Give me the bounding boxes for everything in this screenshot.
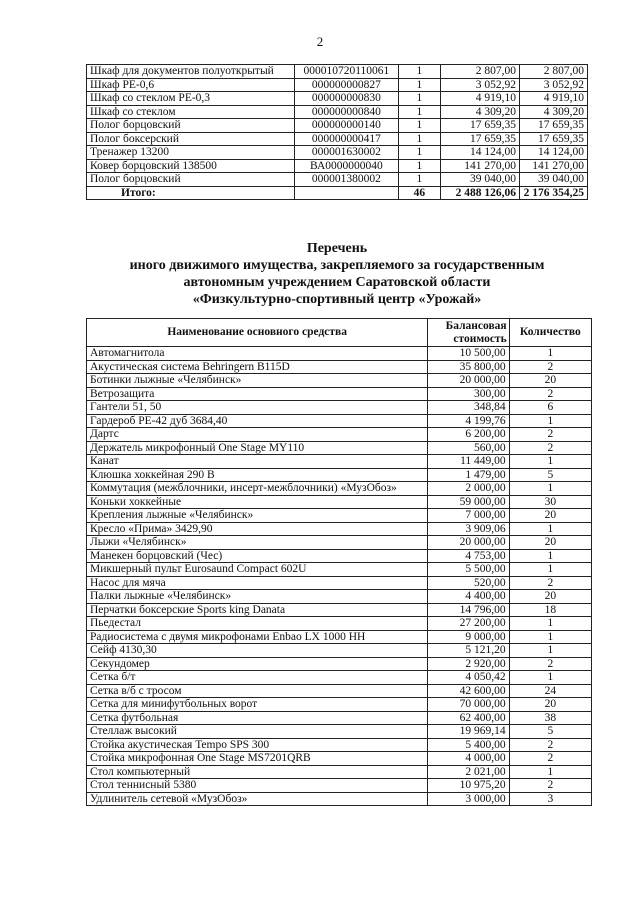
balance-cost: 27 200,00 [428,617,509,631]
asset-name: Полог борцовский [87,119,295,133]
quantity: 2 [509,441,591,455]
balance-cost: 4 000,00 [428,752,509,766]
table-row [87,119,588,133]
residual-value: 4 919,10 [519,92,587,106]
table-row [87,765,592,779]
asset-name: Стеллаж высокий [87,725,428,739]
asset-name: Дартс [87,428,428,442]
total-quantity: 46 [398,186,440,200]
balance-value: 4 309,20 [440,105,519,119]
quantity: 1 [509,630,591,644]
table-row [87,401,592,415]
asset-name: Коммутация (межблочники, инсерт-межблочники) «МузОбоз» [87,482,428,496]
quantity: 2 [509,738,591,752]
table-row [87,590,592,604]
asset-name: Перчатки боксерские Sports king Danata [87,603,428,617]
balance-cost: 6 200,00 [428,428,509,442]
balance-value: 4 919,10 [440,92,519,106]
table-row [87,792,592,806]
inventory-number: ВА0000000040 [294,159,398,173]
quantity: 2 [509,360,591,374]
asset-name: Сетка в/б с тросом [87,684,428,698]
residual-value: 39 040,00 [519,173,587,187]
table-row [87,428,592,442]
balance-cost: 560,00 [428,441,509,455]
inventory-number: 000000000140 [294,119,398,133]
continued-assets-table [86,64,588,200]
total-balance-value: 2 488 126,06 [440,186,519,200]
inventory-number: 000001380002 [294,173,398,187]
table-row [87,414,592,428]
balance-value: 17 659,35 [440,132,519,146]
asset-name: Радиосистема с двумя микрофонами Enbao LX 1000 HH [87,630,428,644]
quantity: 1 [398,65,440,79]
movable-property-table [86,318,592,806]
table-row [87,173,588,187]
asset-name: Стойка акустическая Tempo SPS 300 [87,738,428,752]
balance-cost: 3 000,00 [428,792,509,806]
table-row [87,522,592,536]
quantity: 24 [509,684,591,698]
asset-name: Кресло «Прима» 3429,90 [87,522,428,536]
asset-name: Держатель микрофонный One Stage MY110 [87,441,428,455]
quantity: 6 [509,401,591,415]
table-row [87,387,592,401]
table-row [87,779,592,793]
asset-name: Тренажер 13200 [87,146,295,160]
table-row [87,132,588,146]
table-row [87,374,592,388]
balance-cost: 2 021,00 [428,765,509,779]
table-row [87,671,592,685]
heading-line-2: иного движимого имущества, закрепляемого за государственным [129,258,545,273]
quantity: 1 [509,549,591,563]
quantity: 1 [398,92,440,106]
asset-name: Шкаф для документов полуоткрытый [87,65,295,79]
table-row [87,684,592,698]
residual-value: 17 659,35 [519,119,587,133]
heading-title: Перечень [306,241,368,256]
quantity: 1 [509,644,591,658]
balance-value: 14 124,00 [440,146,519,160]
table-row [87,455,592,469]
quantity: 30 [509,495,591,509]
balance-cost: 300,00 [428,387,509,401]
quantity: 20 [509,374,591,388]
quantity: 1 [398,132,440,146]
table-row [87,105,588,119]
balance-cost: 348,84 [428,401,509,415]
residual-value: 17 659,35 [519,132,587,146]
balance-cost: 4 753,00 [428,549,509,563]
table-row [87,347,592,361]
table-row [87,159,588,173]
balance-cost: 2 000,00 [428,482,509,496]
quantity: 20 [509,509,591,523]
table-row [87,78,588,92]
table-row [87,563,592,577]
asset-name: Шкаф РЕ-0,6 [87,78,295,92]
asset-name: Сетка для минифутбольных ворот [87,698,428,712]
quantity: 2 [509,576,591,590]
balance-cost: 3 909,06 [428,522,509,536]
asset-name: Сейф 4130,30 [87,644,428,658]
balance-cost: 5 400,00 [428,738,509,752]
asset-name: Ковер борцовский 138500 [87,159,295,173]
quantity: 2 [509,387,591,401]
balance-cost: 59 000,00 [428,495,509,509]
table-row [87,630,592,644]
balance-cost: 4 400,00 [428,590,509,604]
residual-value: 4 309,20 [519,105,587,119]
table-row [87,495,592,509]
header-quantity: Количество [509,319,591,347]
inventory-number: 000001630002 [294,146,398,160]
heading-line-4: «Физкультурно-спортивный центр «Урожай» [192,292,482,307]
asset-name: Удлинитель сетевой «МузОбоз» [87,792,428,806]
asset-name: Стол теннисный 5380 [87,779,428,793]
balance-value: 17 659,35 [440,119,519,133]
asset-name: Крепления лыжные «Челябинск» [87,509,428,523]
table-row [87,441,592,455]
inventory-number: 000010720110061 [294,65,398,79]
asset-name: Автомагнитола [87,347,428,361]
asset-name: Полог боксерский [87,132,295,146]
table-row [87,468,592,482]
table-row [87,698,592,712]
asset-name: Шкаф со стеклом [87,105,295,119]
balance-cost: 4 050,42 [428,671,509,685]
balance-cost: 19 969,14 [428,725,509,739]
balance-cost: 20 000,00 [428,536,509,550]
quantity: 38 [509,711,591,725]
table-row [87,482,592,496]
asset-name: Акустическая система Behringern B115D [87,360,428,374]
table-row [87,576,592,590]
balance-cost: 5 121,20 [428,644,509,658]
table-row [87,738,592,752]
balance-cost: 10 975,20 [428,779,509,793]
table-header-row [87,319,592,347]
table-row [87,617,592,631]
asset-name: Палки лыжные «Челябинск» [87,590,428,604]
page-number: 2 [316,34,324,49]
table-row [87,711,592,725]
table-row [87,549,592,563]
table-row [87,360,592,374]
quantity: 5 [509,725,591,739]
quantity: 3 [509,792,591,806]
quantity: 2 [509,779,591,793]
balance-cost: 10 500,00 [428,347,509,361]
quantity: 1 [509,482,591,496]
quantity: 1 [509,455,591,469]
table-row [87,603,592,617]
residual-value: 3 052,92 [519,78,587,92]
table-row [87,509,592,523]
balance-cost: 5 500,00 [428,563,509,577]
balance-value: 3 052,92 [440,78,519,92]
table-row [87,644,592,658]
quantity: 20 [509,536,591,550]
asset-name: Пьедестал [87,617,428,631]
quantity: 18 [509,603,591,617]
table-row [87,752,592,766]
quantity: 1 [509,563,591,577]
quantity: 2 [509,752,591,766]
balance-value: 141 270,00 [440,159,519,173]
quantity: 1 [398,159,440,173]
table-row [87,92,588,106]
balance-cost: 9 000,00 [428,630,509,644]
asset-name: Насос для мяча [87,576,428,590]
asset-name: Лыжи «Челябинск» [87,536,428,550]
asset-name: Сетка футбольная [87,711,428,725]
inventory-number: 000000000840 [294,105,398,119]
balance-cost: 520,00 [428,576,509,590]
quantity: 20 [509,590,591,604]
quantity: 1 [398,173,440,187]
asset-name: Ветрозащита [87,387,428,401]
table-row [87,725,592,739]
asset-name: Шкаф со стеклом РЕ-0,3 [87,92,295,106]
heading-line-3: автономным учреждением Саратовской области [183,275,491,290]
balance-cost: 4 199,76 [428,414,509,428]
quantity: 1 [509,765,591,779]
total-row [87,186,588,200]
quantity: 1 [509,414,591,428]
table-row [87,536,592,550]
balance-cost: 14 796,00 [428,603,509,617]
quantity: 1 [509,522,591,536]
asset-name: Микшерный пульт Eurosaund Compact 602U [87,563,428,577]
balance-cost: 20 000,00 [428,374,509,388]
quantity: 20 [509,698,591,712]
asset-name: Коньки хоккейные [87,495,428,509]
asset-name: Клюшка хоккейная 290 В [87,468,428,482]
balance-cost: 62 400,00 [428,711,509,725]
balance-cost: 7 000,00 [428,509,509,523]
balance-cost: 2 920,00 [428,657,509,671]
asset-name: Стол компьютерный [87,765,428,779]
residual-value: 2 807,00 [519,65,587,79]
total-residual-value: 2 176 354,25 [519,186,587,200]
table-row [87,65,588,79]
quantity: 5 [509,468,591,482]
asset-name: Сетка б/т [87,671,428,685]
quantity: 1 [509,347,591,361]
table-row [87,657,592,671]
list-heading [86,240,588,308]
quantity: 1 [398,105,440,119]
balance-cost: 1 479,00 [428,468,509,482]
asset-name: Полог борцовский [87,173,295,187]
header-name: Наименование основного средства [87,319,428,347]
asset-name: Секундомер [87,657,428,671]
balance-value: 2 807,00 [440,65,519,79]
asset-name: Гардероб РЕ-42 дуб 3684,40 [87,414,428,428]
residual-value: 14 124,00 [519,146,587,160]
balance-cost: 35 800,00 [428,360,509,374]
table-row [87,146,588,160]
inventory-number: 000000000417 [294,132,398,146]
balance-cost: 42 600,00 [428,684,509,698]
asset-name: Манекен борцовский (Чес) [87,549,428,563]
inventory-number: 000000000830 [294,92,398,106]
asset-name: Гантели 51, 50 [87,401,428,415]
balance-cost: 70 000,00 [428,698,509,712]
inventory-number: 000000000827 [294,78,398,92]
quantity: 2 [509,657,591,671]
asset-name: Ботинки лыжные «Челябинск» [87,374,428,388]
balance-cost: 11 449,00 [428,455,509,469]
asset-name: Канат [87,455,428,469]
quantity: 2 [509,428,591,442]
quantity: 1 [398,78,440,92]
quantity: 1 [509,671,591,685]
quantity: 1 [398,146,440,160]
header-cost: Балансовая стоимость [428,319,509,347]
quantity: 1 [398,119,440,133]
quantity: 1 [509,617,591,631]
total-label: Итого: [87,186,295,200]
asset-name: Стойка микрофонная One Stage MS7201QRB [87,752,428,766]
total-code-empty [294,186,398,200]
balance-value: 39 040,00 [440,173,519,187]
residual-value: 141 270,00 [519,159,587,173]
